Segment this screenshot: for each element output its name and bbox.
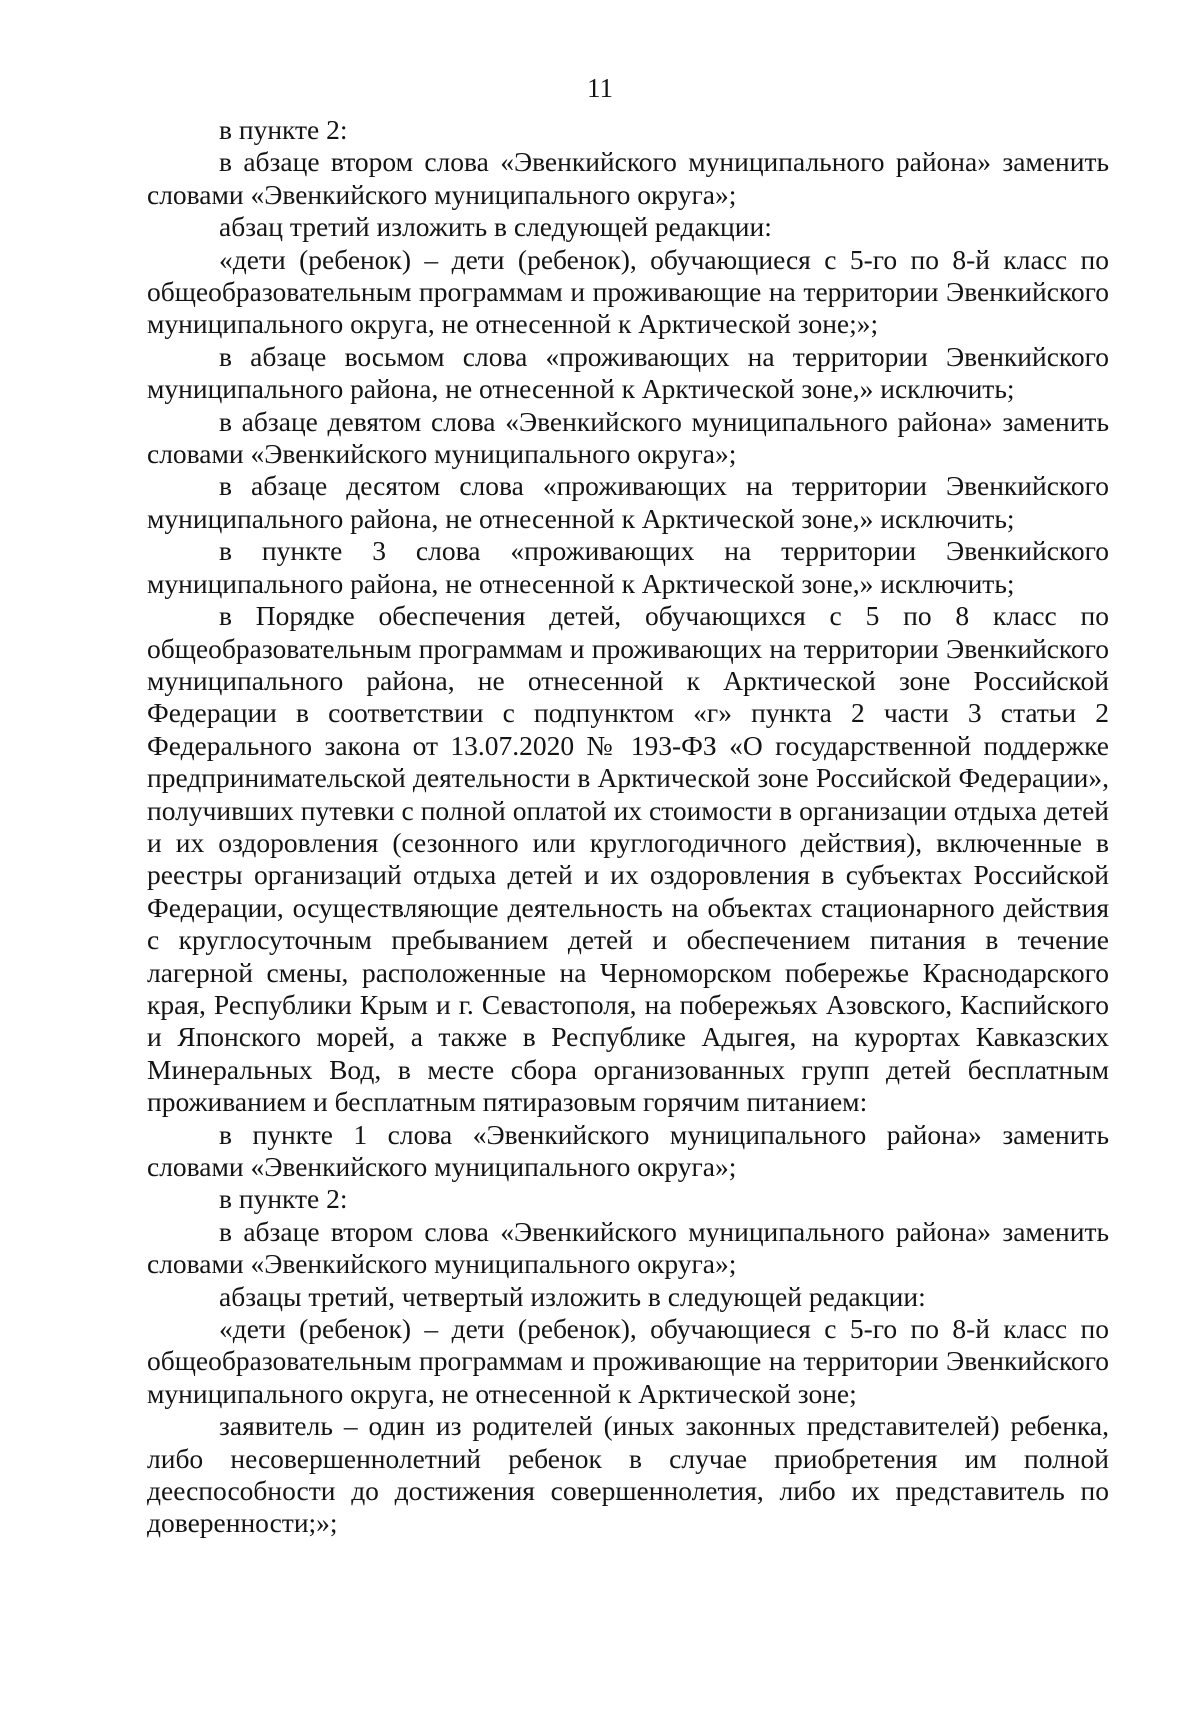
- paragraph: в абзаце восьмом слова «проживающих на территории Эвенкийского муниципального района, не отнесенной к Арктической зоне,» исключить;: [147, 340, 1109, 405]
- paragraph: заявитель – один из родителей (иных законных представителей) ребенка, либо несовершеннолетний ребенок в случае приобретения им полной дееспособности до достижения совершеннолетия, либо их представитель по доверенности;»;: [147, 1410, 1109, 1539]
- paragraph: в абзаце девятом слова «Эвенкийского муниципального района» заменить словами «Эвенкийского муниципального округа»;: [147, 405, 1109, 470]
- paragraph: в абзаце втором слова «Эвенкийского муниципального района» заменить словами «Эвенкийского муниципального округа»;: [147, 146, 1109, 210]
- paragraph: в Порядке обеспечения детей, обучающихся с 5 по 8 класс по общеобразовательным программам и проживающих на территории Эвенкийского муниципального района, не отнесенной к Арктической зоне Российской Федерации в соответствии с подпунктом «г» пункта 2 части 3 статьи 2 Федерального закона от 13.07.2020 № 193-ФЗ «О государственной поддержке предпринимательской деятельности в Арктической зоне Российской Федерации», получивших путевки с полной оплатой их стоимости в организации отдыха детей и их оздоровления (сезонного или круглогодичного действия), включенные в реестры организаций отдыха детей и их оздоровления в субъектах Российской Федерации, осуществляющие деятельность на объектах стационарного действия с круглосуточным пребыванием детей и обеспечением питания в течение лагерной смены, расположенные на Черноморском побережье Краснодарского края, Республики Крым и г. Севастополя, на побережьях Азовского, Каспийского и Японского морей, а также в Республике Адыгея, на курортах Кавказских Минеральных Вод, в месте сбора организованных групп детей бесплатным проживанием и бесплатным пятиразовым горячим питанием:: [147, 600, 1109, 1118]
- paragraph: в абзаце втором слова «Эвенкийского муниципального района» заменить словами «Эвенкийского муниципального округа»;: [147, 1215, 1109, 1280]
- paragraph: в абзаце десятом слова «проживающих на территории Эвенкийского муниципального района, не отнесенной к Арктической зоне,» исключить;: [147, 470, 1109, 534]
- paragraph: в пункте 2:: [219, 114, 348, 145]
- paragraph: в пункте 2:: [219, 1183, 348, 1215]
- paragraph: в пункте 1 слова «Эвенкийского муниципального района» заменить словами «Эвенкийского муниципального округа»;: [147, 1118, 1109, 1182]
- paragraph: «дети (ребенок) – дети (ребенок), обучающиеся с 5-го по 8-й класс по общеобразовательным программам и проживающие на территории Эвенкийского муниципального округа, не отнесенной к Арктической зоне;: [147, 1313, 1109, 1409]
- paragraph: «дети (ребенок) – дети (ребенок), обучающиеся с 5-го по 8-й класс по общеобразовательным программам и проживающие на территории Эвенкийского муниципального округа, не отнесенной к Арктической зоне;»;: [147, 243, 1109, 340]
- paragraph: абзац третий изложить в следующей редакции:: [219, 211, 772, 243]
- document-body: [147, 114, 1109, 1540]
- paragraph: абзацы третий, четвертый изложить в следующей редакции:: [219, 1280, 926, 1312]
- paragraph: в пункте 3 слова «проживающих на территории Эвенкийского муниципального района, не отнесенной к Арктической зоне,» исключить;: [147, 535, 1109, 599]
- page-number: 11: [587, 73, 613, 103]
